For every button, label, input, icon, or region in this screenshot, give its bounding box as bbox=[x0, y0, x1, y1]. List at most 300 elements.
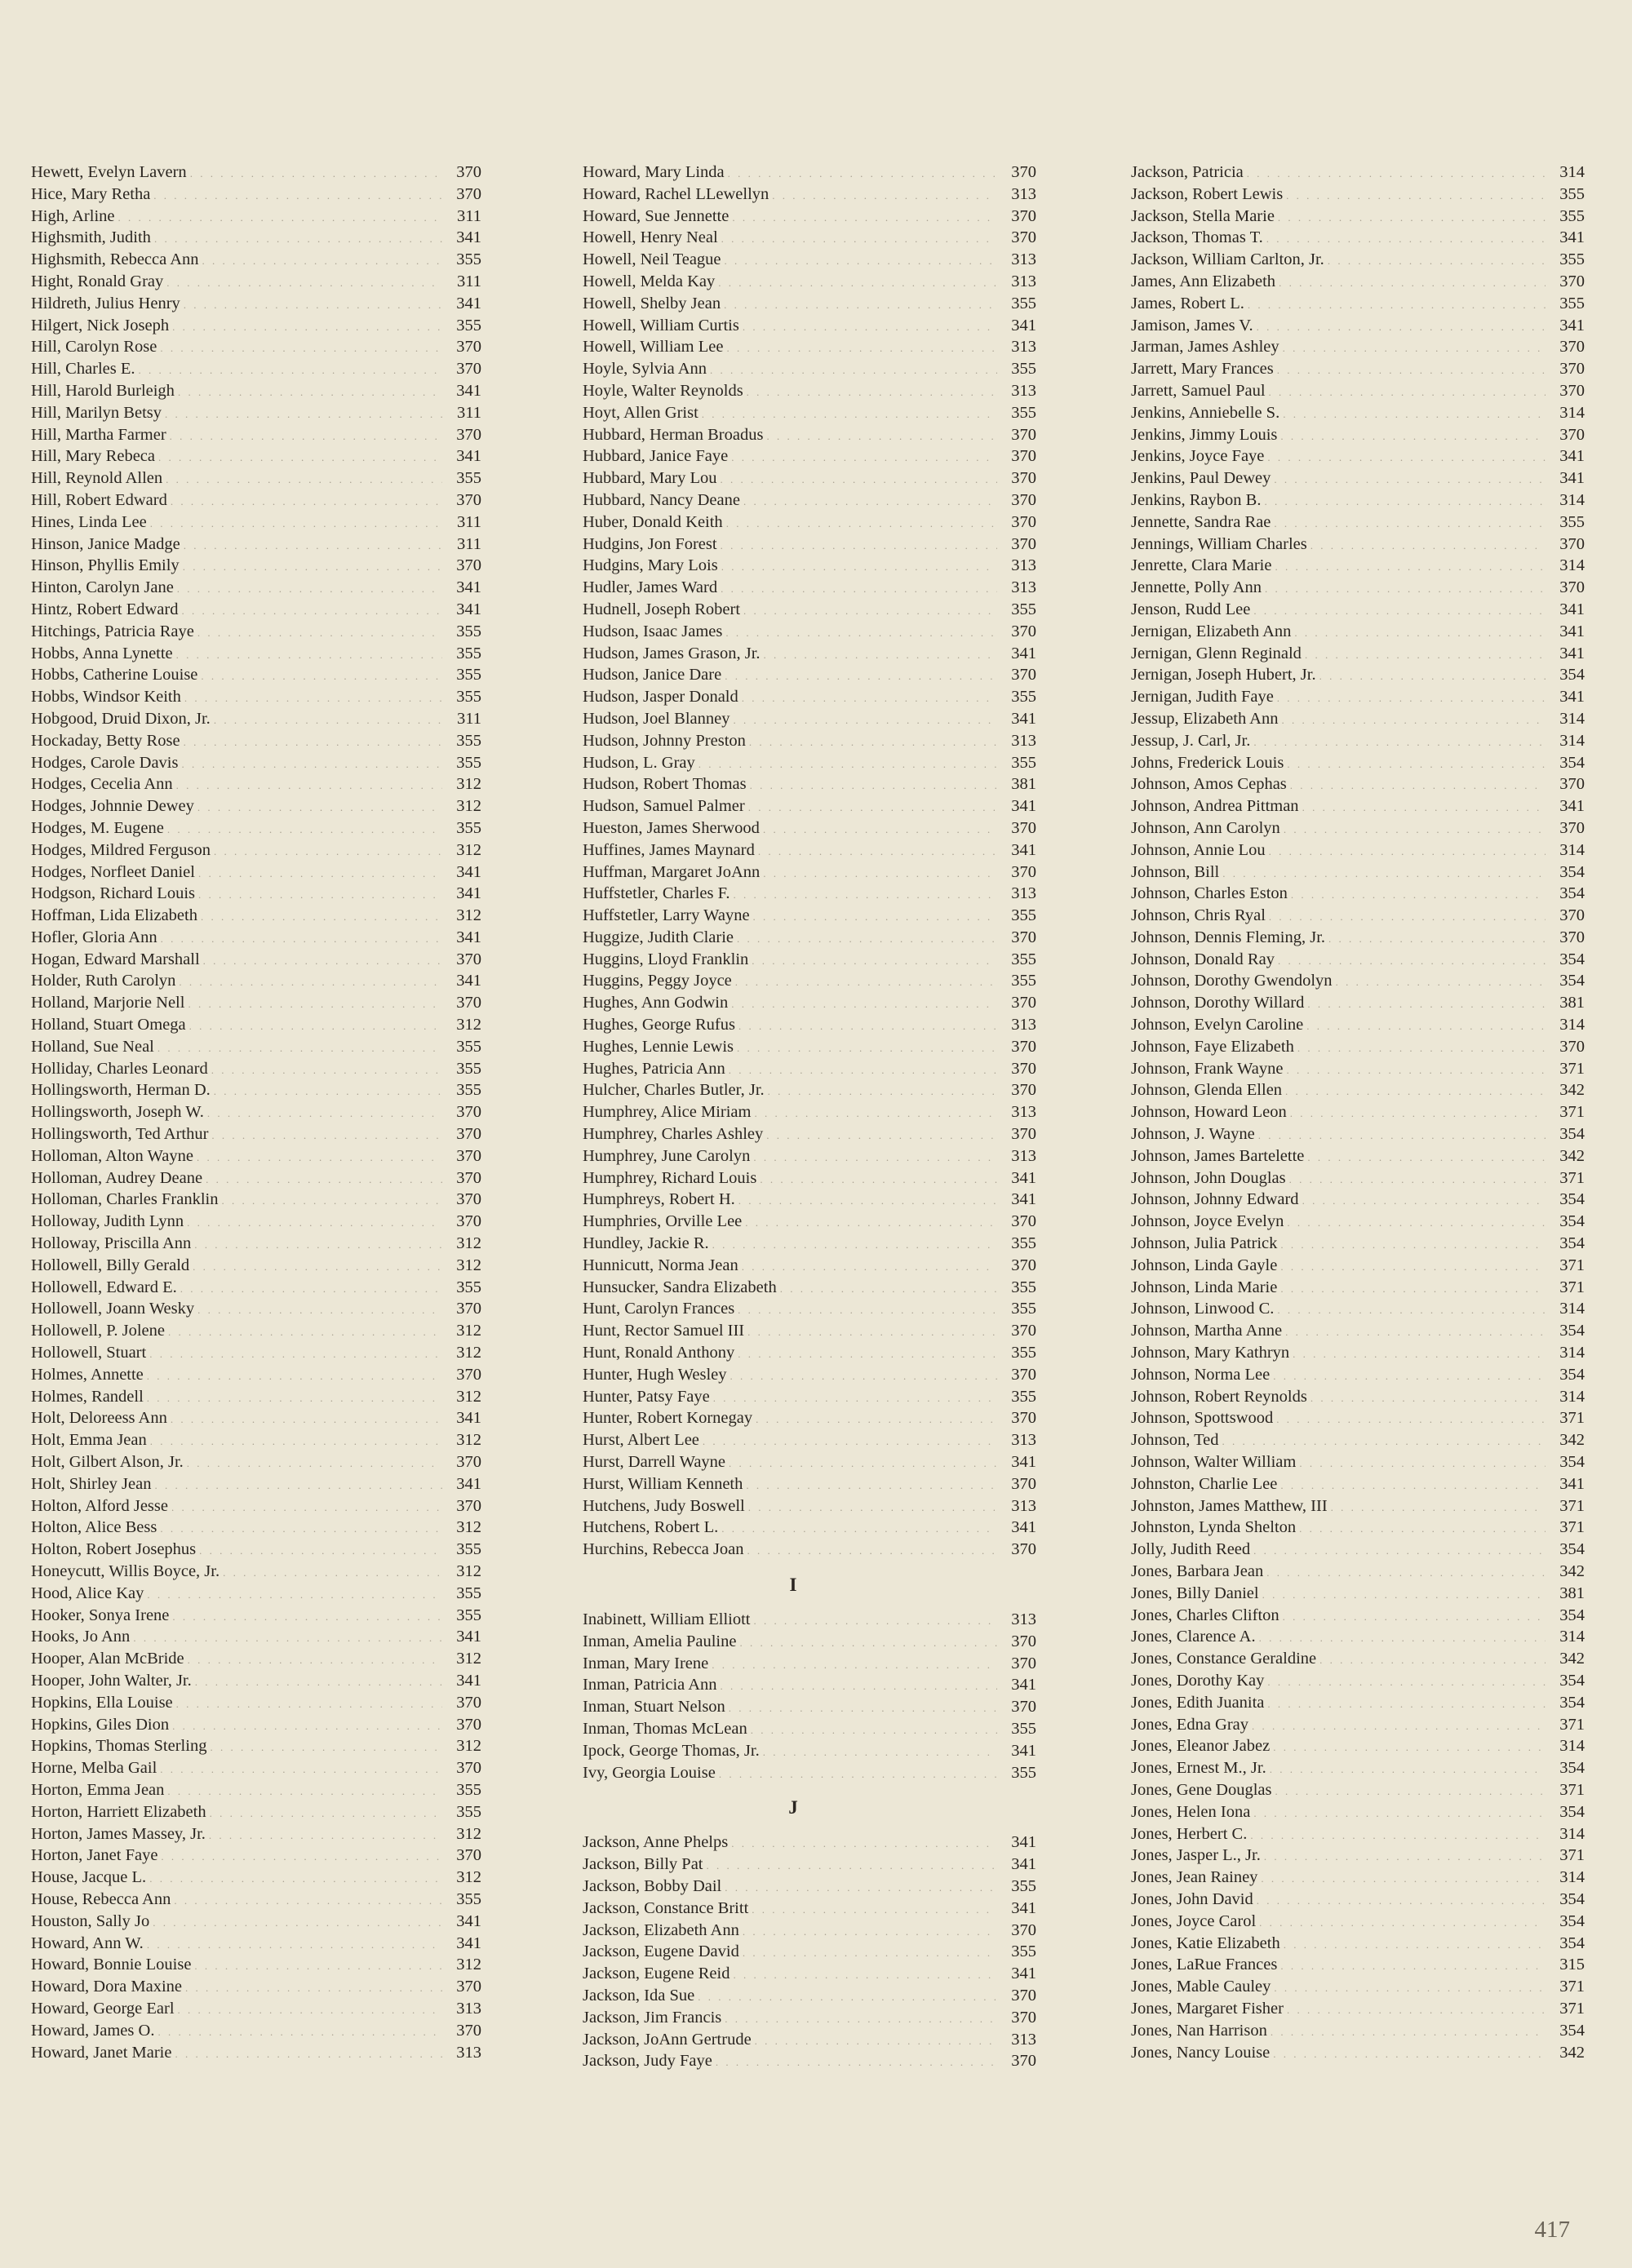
index-entry bbox=[31, 227, 481, 249]
dot-leader bbox=[748, 1497, 997, 1519]
index-entry bbox=[583, 883, 1036, 905]
dot-leader bbox=[160, 1759, 442, 1781]
entry-page: 354 bbox=[1559, 2021, 1585, 2040]
entry-name: Huber, Donald Keith bbox=[583, 512, 723, 531]
entry-page: 314 bbox=[1559, 709, 1585, 728]
dot-leader bbox=[1274, 469, 1546, 491]
dot-leader bbox=[743, 1921, 997, 1943]
dot-leader bbox=[203, 950, 442, 972]
index-entry bbox=[1131, 1539, 1585, 1561]
entry-name: Johnson, Norma Lee bbox=[1131, 1365, 1271, 1384]
entry-page: 355 bbox=[1559, 184, 1585, 203]
entry-page: 354 bbox=[1559, 884, 1585, 903]
dot-leader bbox=[178, 2000, 442, 2022]
index-entry bbox=[583, 1473, 1036, 1495]
entry-name: Honeycutt, Willis Boyce, Jr. bbox=[31, 1562, 220, 1580]
entry-page: 355 bbox=[456, 1540, 481, 1559]
index-entry bbox=[1131, 577, 1585, 599]
entry-name: Hundley, Jackie R. bbox=[583, 1234, 709, 1253]
dot-leader bbox=[1271, 2022, 1546, 2044]
entry-name: Johnson, Bill bbox=[1131, 862, 1220, 881]
entry-name: Jackson, Ida Sue bbox=[583, 1986, 695, 2004]
index-entry bbox=[31, 905, 481, 927]
entry-name: Johnson, Annie Lou bbox=[1131, 840, 1266, 859]
index-entry bbox=[31, 489, 481, 512]
index-entry bbox=[31, 643, 481, 665]
dot-leader bbox=[1259, 1912, 1546, 1934]
dot-leader bbox=[1310, 1388, 1546, 1410]
dot-leader bbox=[1280, 1256, 1546, 1278]
entry-page: 342 bbox=[1559, 1650, 1585, 1668]
entry-page: 312 bbox=[456, 775, 481, 794]
dot-leader bbox=[1252, 1716, 1546, 1738]
entry-name: Jackson, Jim Francis bbox=[583, 2008, 722, 2027]
index-entry bbox=[31, 621, 481, 643]
dot-leader bbox=[1269, 906, 1546, 928]
dot-leader bbox=[150, 1431, 442, 1453]
index-entry bbox=[1131, 643, 1585, 665]
entry-page: 370 bbox=[456, 1168, 481, 1187]
dot-leader bbox=[1247, 163, 1546, 185]
entry-name: Jackson, Constance Britt bbox=[583, 1898, 749, 1917]
dot-leader bbox=[737, 1038, 997, 1060]
dot-leader bbox=[1261, 1868, 1546, 1890]
entry-page: 354 bbox=[1559, 1889, 1585, 1908]
index-entry bbox=[583, 315, 1036, 337]
entry-page: 313 bbox=[1011, 1146, 1036, 1165]
index-entry bbox=[583, 599, 1036, 621]
dot-leader bbox=[748, 797, 997, 819]
entry-page: 341 bbox=[456, 884, 481, 903]
index-entry bbox=[31, 1495, 481, 1517]
entry-page: 370 bbox=[1559, 1037, 1585, 1056]
entry-name: Jenkins, Paul Dewey bbox=[1131, 469, 1271, 488]
entry-name: Hudson, Janice Dare bbox=[583, 666, 722, 684]
dot-leader bbox=[149, 1344, 442, 1366]
entry-page: 370 bbox=[456, 1212, 481, 1231]
index-entry bbox=[1131, 1757, 1585, 1779]
index-entry bbox=[1131, 883, 1585, 905]
index-entry bbox=[31, 773, 481, 795]
index-entry bbox=[583, 577, 1036, 599]
dot-leader bbox=[176, 775, 442, 797]
index-entry bbox=[31, 249, 481, 271]
dot-leader bbox=[201, 906, 442, 928]
entry-name: Howard, Janet Marie bbox=[31, 2043, 172, 2062]
entry-name: Jessup, Elizabeth Ann bbox=[1131, 709, 1279, 728]
dot-leader bbox=[1283, 404, 1546, 426]
entry-name: Hill, Robert Edward bbox=[31, 490, 167, 509]
entry-page: 315 bbox=[1559, 1956, 1585, 1974]
entry-page: 355 bbox=[1011, 1278, 1036, 1296]
dot-leader bbox=[1285, 1322, 1546, 1344]
entry-name: Huffman, Margaret JoAnn bbox=[583, 862, 761, 881]
index-entry bbox=[1131, 905, 1585, 927]
dot-leader bbox=[725, 666, 997, 688]
entry-page: 355 bbox=[1559, 512, 1585, 531]
entry-name: Howell, Henry Neal bbox=[583, 228, 718, 247]
dot-leader bbox=[1267, 1694, 1546, 1716]
index-entry bbox=[583, 839, 1036, 862]
entry-name: Hughes, Lennie Lewis bbox=[583, 1037, 734, 1056]
entry-page: 370 bbox=[456, 1846, 481, 1865]
entry-page: 381 bbox=[1559, 994, 1585, 1012]
index-entry bbox=[583, 249, 1036, 271]
entry-name: Holland, Marjorie Nell bbox=[31, 994, 185, 1012]
entry-name: Johnson, Chris Ryal bbox=[1131, 906, 1266, 925]
dot-leader bbox=[725, 622, 997, 645]
index-entry bbox=[31, 206, 481, 228]
entry-name: Huggins, Lloyd Franklin bbox=[583, 950, 749, 968]
index-entry bbox=[583, 424, 1036, 446]
entry-name: Jackson, JoAnn Gertrude bbox=[583, 2030, 752, 2049]
entry-page: 370 bbox=[1011, 163, 1036, 181]
entry-name: Hinton, Carolyn Jane bbox=[31, 578, 174, 597]
entry-name: Jennette, Polly Ann bbox=[1131, 578, 1262, 597]
dot-leader bbox=[1258, 1125, 1546, 1147]
entry-page: 312 bbox=[456, 1562, 481, 1580]
entry-page: 354 bbox=[1559, 1125, 1585, 1144]
entry-page: 354 bbox=[1559, 972, 1585, 990]
entry-name: Jackson, Thomas T. bbox=[1131, 228, 1263, 247]
entry-name: Hurchins, Rebecca Joan bbox=[583, 1540, 744, 1559]
entry-name: Holloman, Alton Wayne bbox=[31, 1146, 193, 1165]
entry-page: 370 bbox=[1011, 622, 1036, 640]
index-entry bbox=[583, 1609, 1036, 1631]
entry-name: Horton, Emma Jean bbox=[31, 1780, 165, 1799]
entry-name: Holt, Emma Jean bbox=[31, 1431, 147, 1450]
index-entry bbox=[31, 1583, 481, 1605]
index-entry bbox=[31, 1014, 481, 1036]
dot-leader bbox=[171, 1497, 442, 1519]
index-entry bbox=[583, 1079, 1036, 1101]
index-entry bbox=[583, 1036, 1036, 1058]
entry-name: Jones, Ernest M., Jr. bbox=[1131, 1759, 1266, 1778]
entry-page: 355 bbox=[1011, 1763, 1036, 1782]
entry-page: 371 bbox=[1559, 1846, 1585, 1865]
entry-name: Huffstetler, Larry Wayne bbox=[583, 906, 750, 925]
dot-leader bbox=[194, 1956, 442, 1978]
index-entry bbox=[31, 445, 481, 467]
dot-leader bbox=[1294, 622, 1546, 645]
entry-name: Huffines, James Maynard bbox=[583, 840, 755, 859]
entry-name: Jolly, Judith Reed bbox=[1131, 1540, 1251, 1559]
entry-name: Hodges, Mildred Ferguson bbox=[31, 840, 211, 859]
index-entry bbox=[583, 1762, 1036, 1784]
entry-page: 312 bbox=[456, 1234, 481, 1253]
index-entry bbox=[31, 1823, 481, 1845]
entry-name: Jackson, Billy Pat bbox=[583, 1855, 703, 1874]
dot-leader bbox=[1273, 1366, 1546, 1388]
dot-leader bbox=[184, 688, 442, 710]
entry-page: 354 bbox=[1559, 1540, 1585, 1559]
entry-name: Hoyle, Walter Reynolds bbox=[583, 381, 743, 400]
index-entry bbox=[1131, 1823, 1585, 1845]
index-entry bbox=[1131, 358, 1585, 380]
entry-page: 354 bbox=[1559, 753, 1585, 772]
entry-name: Howell, William Lee bbox=[583, 338, 724, 357]
entry-name: Hill, Harold Burleigh bbox=[31, 381, 175, 400]
index-entry bbox=[1131, 1101, 1585, 1123]
dot-leader bbox=[181, 754, 442, 776]
entry-name: Hudler, James Ward bbox=[583, 578, 718, 597]
index-entry bbox=[583, 643, 1036, 665]
entry-name: Hooper, John Walter, Jr. bbox=[31, 1671, 192, 1690]
entry-page: 371 bbox=[1559, 1103, 1585, 1122]
entry-page: 355 bbox=[1011, 1876, 1036, 1895]
entry-name: Hobbs, Catherine Louise bbox=[31, 666, 198, 684]
dot-leader bbox=[167, 1781, 442, 1803]
entry-name: Johnson, Martha Anne bbox=[1131, 1322, 1283, 1340]
entry-page: 370 bbox=[456, 1453, 481, 1472]
entry-name: Horton, Janet Faye bbox=[31, 1846, 158, 1865]
entry-name: Howard, James O. bbox=[31, 2021, 155, 2040]
entry-name: Huffstetler, Charles F. bbox=[583, 884, 730, 903]
dot-leader bbox=[1274, 1978, 1546, 2000]
index-entry bbox=[583, 927, 1036, 949]
entry-page: 341 bbox=[1559, 688, 1585, 707]
dot-leader bbox=[728, 163, 997, 185]
entry-name: Johnson, Linwood C. bbox=[1131, 1300, 1275, 1318]
dot-leader bbox=[766, 1125, 997, 1147]
entry-page: 355 bbox=[456, 1889, 481, 1908]
entry-page: 313 bbox=[1011, 1016, 1036, 1034]
dot-leader bbox=[1299, 1453, 1546, 1475]
entry-name: Holt, Gilbert Alson, Jr. bbox=[31, 1453, 184, 1472]
index-entry bbox=[31, 599, 481, 621]
index-entry bbox=[31, 2042, 481, 2064]
entry-page: 341 bbox=[1559, 600, 1585, 618]
dot-leader bbox=[153, 185, 442, 207]
entry-name: Howard, Ann W. bbox=[31, 1934, 144, 1952]
index-entry bbox=[1131, 227, 1585, 249]
entry-name: Jones, Jean Rainey bbox=[1131, 1868, 1258, 1887]
index-entry bbox=[583, 1876, 1036, 1898]
index-entry bbox=[1131, 249, 1585, 271]
entry-name: Jones, LaRue Frances bbox=[1131, 1956, 1278, 1974]
index-entry bbox=[583, 1920, 1036, 1942]
index-entry bbox=[583, 773, 1036, 795]
dot-leader bbox=[729, 1060, 997, 1082]
entry-page: 313 bbox=[1011, 1496, 1036, 1515]
dot-leader bbox=[763, 1742, 997, 1764]
dot-leader bbox=[738, 1300, 997, 1322]
entry-page: 311 bbox=[457, 709, 481, 728]
entry-name: Holland, Sue Neal bbox=[31, 1037, 154, 1056]
index-entry bbox=[1131, 795, 1585, 817]
index-entry bbox=[31, 1386, 481, 1408]
entry-page: 370 bbox=[1011, 2052, 1036, 2071]
entry-name: Jackson, Judy Faye bbox=[583, 2052, 712, 2071]
entry-name: Holder, Ruth Carolyn bbox=[31, 972, 176, 990]
dot-leader bbox=[194, 1234, 442, 1256]
entry-name: Hudgins, Mary Lois bbox=[583, 556, 718, 575]
entry-name: Hueston, James Sherwood bbox=[583, 818, 760, 837]
index-entry bbox=[1131, 1801, 1585, 1823]
index-entry bbox=[31, 1735, 481, 1757]
index-entry bbox=[583, 489, 1036, 512]
entry-page: 370 bbox=[456, 994, 481, 1012]
entry-name: Hughes, George Rufus bbox=[583, 1016, 735, 1034]
dot-leader bbox=[1306, 1016, 1546, 1038]
dot-leader bbox=[210, 1737, 442, 1759]
entry-name: Huggize, Judith Clarie bbox=[583, 928, 734, 946]
index-entry bbox=[31, 1517, 481, 1539]
entry-name: Hinson, Janice Madge bbox=[31, 534, 180, 553]
entry-page: 370 bbox=[1559, 360, 1585, 379]
dot-leader bbox=[764, 645, 997, 667]
index-entry bbox=[583, 1211, 1036, 1233]
index-entry bbox=[1131, 1911, 1585, 1933]
index-entry bbox=[1131, 1626, 1585, 1648]
entry-page: 342 bbox=[1559, 1081, 1585, 1100]
entry-page: 371 bbox=[1559, 1518, 1585, 1537]
entry-name: Holton, Robert Josephus bbox=[31, 1540, 197, 1559]
entry-name: Highsmith, Rebecca Ann bbox=[31, 250, 199, 269]
index-entry bbox=[583, 293, 1036, 315]
index-entry bbox=[1131, 1386, 1585, 1408]
entry-page: 341 bbox=[456, 1628, 481, 1646]
entry-page: 355 bbox=[1011, 360, 1036, 379]
dot-leader bbox=[1331, 1497, 1546, 1519]
entry-page: 342 bbox=[1559, 1431, 1585, 1450]
index-entry bbox=[31, 1648, 481, 1670]
entry-name: Inman, Mary Irene bbox=[583, 1654, 709, 1672]
index-entry bbox=[31, 664, 481, 686]
dot-leader bbox=[1222, 863, 1546, 885]
entry-page: 355 bbox=[1559, 206, 1585, 225]
entry-page: 313 bbox=[1011, 1103, 1036, 1122]
dot-leader bbox=[745, 1212, 997, 1234]
dot-leader bbox=[209, 1825, 442, 1847]
entry-page: 370 bbox=[1011, 1125, 1036, 1144]
entry-name: Johnson, Glenda Ellen bbox=[1131, 1081, 1283, 1100]
dot-leader bbox=[743, 491, 997, 513]
entry-name: Johnston, Lynda Shelton bbox=[1131, 1518, 1297, 1537]
index-entry bbox=[31, 1954, 481, 1976]
entry-page: 314 bbox=[1559, 1344, 1585, 1362]
entry-name: Hudson, Joel Blanney bbox=[583, 709, 730, 728]
entry-name: Johnson, Dennis Fleming, Jr. bbox=[1131, 928, 1326, 946]
entry-name: Inman, Patricia Ann bbox=[583, 1676, 717, 1694]
index-entry bbox=[583, 1233, 1036, 1255]
index-entry bbox=[583, 686, 1036, 708]
dot-leader bbox=[712, 1654, 997, 1677]
dot-leader bbox=[1264, 1846, 1546, 1868]
entry-page: 354 bbox=[1559, 1234, 1585, 1253]
dot-leader bbox=[703, 1431, 997, 1453]
dot-leader bbox=[721, 469, 997, 491]
dot-leader bbox=[1253, 732, 1546, 754]
dot-leader bbox=[734, 710, 998, 732]
index-entry bbox=[583, 1123, 1036, 1145]
entry-page: 312 bbox=[456, 1431, 481, 1450]
entry-name: Hunt, Carolyn Frances bbox=[583, 1300, 735, 1318]
entry-page: 341 bbox=[1011, 797, 1036, 816]
entry-name: Johnson, Amos Cephas bbox=[1131, 775, 1287, 794]
dot-leader bbox=[1328, 250, 1546, 272]
entry-page: 370 bbox=[1559, 818, 1585, 837]
entry-name: Hodges, Carole Davis bbox=[31, 753, 179, 772]
entry-name: Hodges, M. Eugene bbox=[31, 818, 164, 837]
entry-name: Hudson, James Grason, Jr. bbox=[583, 644, 761, 662]
index-entry bbox=[583, 1740, 1036, 1762]
entry-name: Johnson, Linda Gayle bbox=[1131, 1256, 1278, 1274]
entry-page: 354 bbox=[1559, 1802, 1585, 1821]
entry-page: 354 bbox=[1559, 1453, 1585, 1472]
index-entry bbox=[1131, 752, 1585, 774]
dot-leader bbox=[1302, 1190, 1546, 1212]
dot-leader bbox=[1250, 1825, 1546, 1847]
index-entry bbox=[1131, 380, 1585, 402]
index-entry bbox=[31, 1429, 481, 1451]
entry-page: 341 bbox=[1011, 709, 1036, 728]
entry-name: Jones, Katie Elizabeth bbox=[1131, 1934, 1280, 1952]
dot-leader bbox=[166, 469, 442, 491]
entry-name: Hollingsworth, Ted Arthur bbox=[31, 1125, 209, 1144]
index-entry bbox=[1131, 970, 1585, 992]
entry-name: Jackson, Stella Marie bbox=[1131, 206, 1275, 225]
entry-name: Hilgert, Nick Joseph bbox=[31, 316, 170, 334]
entry-page: 355 bbox=[1011, 403, 1036, 422]
entry-name: Johnson, Mary Kathryn bbox=[1131, 1344, 1290, 1362]
index-entry bbox=[583, 1386, 1036, 1408]
entry-page: 371 bbox=[1559, 1168, 1585, 1187]
entry-page: 355 bbox=[456, 644, 481, 662]
index-entry bbox=[31, 162, 481, 184]
index-entry bbox=[1131, 1976, 1585, 1998]
entry-page: 341 bbox=[1011, 1453, 1036, 1472]
entry-name: James, Ann Elizabeth bbox=[1131, 272, 1276, 290]
dot-leader bbox=[749, 732, 997, 754]
entry-page: 370 bbox=[1011, 1365, 1036, 1384]
index-entry bbox=[1131, 1123, 1585, 1145]
entry-page: 354 bbox=[1559, 1322, 1585, 1340]
index-entry bbox=[31, 1933, 481, 1955]
dot-leader bbox=[721, 578, 997, 600]
entry-name: Jones, Joyce Carol bbox=[1131, 1911, 1257, 1930]
dot-leader bbox=[207, 1103, 442, 1125]
index-entry bbox=[31, 1407, 481, 1429]
entry-page: 370 bbox=[1011, 490, 1036, 509]
dot-leader bbox=[1269, 841, 1546, 863]
dot-leader bbox=[184, 535, 442, 557]
entry-page: 355 bbox=[456, 1606, 481, 1624]
index-entry bbox=[583, 336, 1036, 358]
index-entry bbox=[1131, 1079, 1585, 1101]
index-entry bbox=[31, 730, 481, 752]
entry-name: Jackson, Elizabeth Ann bbox=[583, 1920, 739, 1939]
dot-leader bbox=[165, 404, 442, 426]
entry-page: 370 bbox=[456, 1978, 481, 1996]
entry-page: 341 bbox=[1559, 316, 1585, 334]
dot-leader bbox=[734, 884, 998, 906]
index-entry bbox=[583, 358, 1036, 380]
entry-page: 341 bbox=[456, 862, 481, 881]
index-entry bbox=[31, 883, 481, 905]
entry-page: 355 bbox=[456, 753, 481, 772]
entry-name: Hill, Marilyn Betsy bbox=[31, 403, 162, 422]
dot-leader bbox=[181, 600, 442, 622]
entry-page: 341 bbox=[1011, 1965, 1036, 1983]
entry-name: Johnston, Charlie Lee bbox=[1131, 1474, 1278, 1493]
entry-name: Jennette, Sandra Rae bbox=[1131, 512, 1271, 531]
index-entry bbox=[583, 1631, 1036, 1653]
entry-page: 314 bbox=[1559, 1628, 1585, 1646]
index-entry bbox=[583, 1277, 1036, 1299]
dot-leader bbox=[1319, 1650, 1546, 1672]
index-entry bbox=[583, 1941, 1036, 1963]
